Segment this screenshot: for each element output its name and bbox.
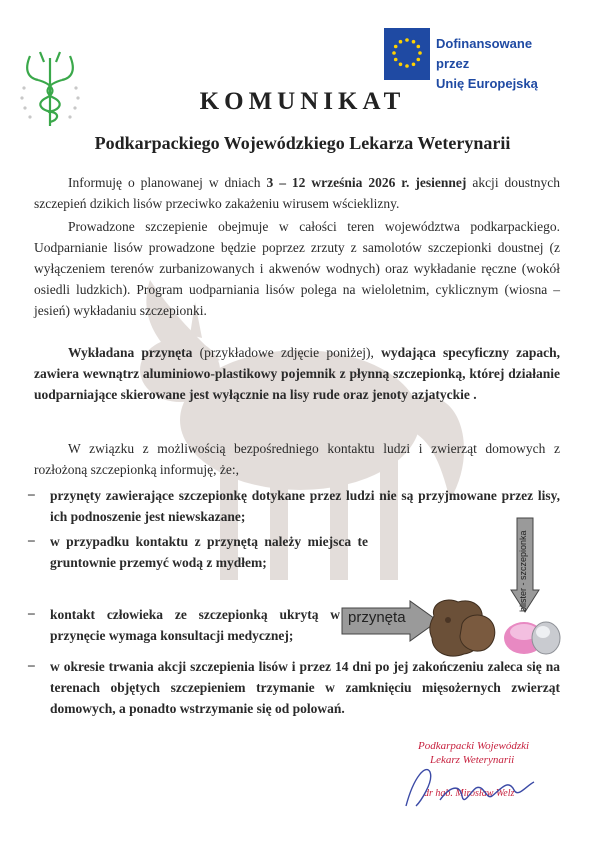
bait-photo [426, 594, 562, 666]
p3-text-b: (przykładowe zdjęcie poniżej), [199, 345, 374, 360]
signature [400, 756, 590, 816]
stamp-line-1: Podkarpacki Wojewódzki [418, 740, 530, 752]
stamp-line-2: Lekarz Weterynarii [430, 754, 515, 766]
list-item: kontakt człowieka ze szczepionką ukrytą w przynęcie wymaga konsultacji medycznej; [50, 607, 340, 643]
paragraph-contact-intro: W związku z możliwością bezpośredniego kontaktu ludzi i zwierząt domowych z rozłożoną szczepionką informuję, że:, [34, 441, 560, 477]
paragraph-bait [34, 342, 560, 405]
p1-text-b: akcji doustnych szczepień dzikich lisów przeciwko zakażeniu wirusem wścieklizny. [34, 175, 561, 211]
page-subtitle: Podkarpackiego Wojewódzkiego Lekarza Weterynarii [94, 133, 511, 153]
eu-flag-icon [384, 28, 430, 80]
page-title: KOMUNIKAT [199, 88, 406, 115]
list-dash: – [28, 605, 35, 620]
paragraph-announcement [34, 172, 560, 214]
p1-text-a: Informuję o planowanej w dniach [68, 175, 261, 190]
eu-funding-badge [384, 28, 554, 91]
p3-text-a: Wykładana przynęta [68, 345, 193, 360]
bait-label: przynęta [348, 609, 406, 626]
list-item: w przypadku kontaktu z przynętą należy miejsca te gruntownie przemyć wodą z mydłem; [50, 534, 368, 570]
bait-label-box [340, 604, 432, 638]
list-dash: – [28, 532, 35, 547]
p3-text-c: wydająca specyficzny zapach, zawiera wewnątrz aluminiowo-plastikowy pojemnik z płynną szczepionką, której działanie uodparniające skierowane jest wyłącznie na lisy rude oraz jenoty azjatyckie . [34, 345, 561, 402]
stamp-line-3: dr hab. Mirosław Welz [424, 788, 515, 799]
list-item: w okresie trwania akcji szczepienia lisów i przez 14 dni po jej zakończeniu zaleca się na terenach objętych szczepieniem trzymanie w zamknięciu mięsożernych zwierząt domowych, a ponadto wstrzymanie się od polowań. [50, 659, 560, 716]
blister-label: blister - szczepionka [518, 530, 528, 612]
paragraph-scope: Prowadzone szczepienie obejmuje w całości teren województwa podkarpackiego. Uodparnianie lisów prowadzone będzie poprzez zrzuty z samolotów szczepionki doustnej (z wyłączeniem terenów zurbanizowanych i akwenów wodnych) oraz wykładanie ręczne (wokół osiedli ludzkich). Program uodparniania lisów polega na wieloletnim, cyklicznym (wiosna – jesień) wykładaniu szczepionki. [34, 219, 560, 318]
eu-line-1: Dofinansowane przez [436, 36, 533, 71]
official-stamp [400, 726, 590, 826]
list-dash: – [28, 657, 35, 672]
list-dash: – [28, 486, 35, 501]
list-item: przynęty zawierające szczepionkę dotykane przez ludzi nie są przyjmowane przez lisy, ich podnoszenie jest niewskazane; [50, 488, 560, 524]
p1-dates: 3 – 12 września 2026 r. jesiennej [266, 175, 467, 190]
eu-line-2: Unię Europejską [436, 76, 538, 91]
